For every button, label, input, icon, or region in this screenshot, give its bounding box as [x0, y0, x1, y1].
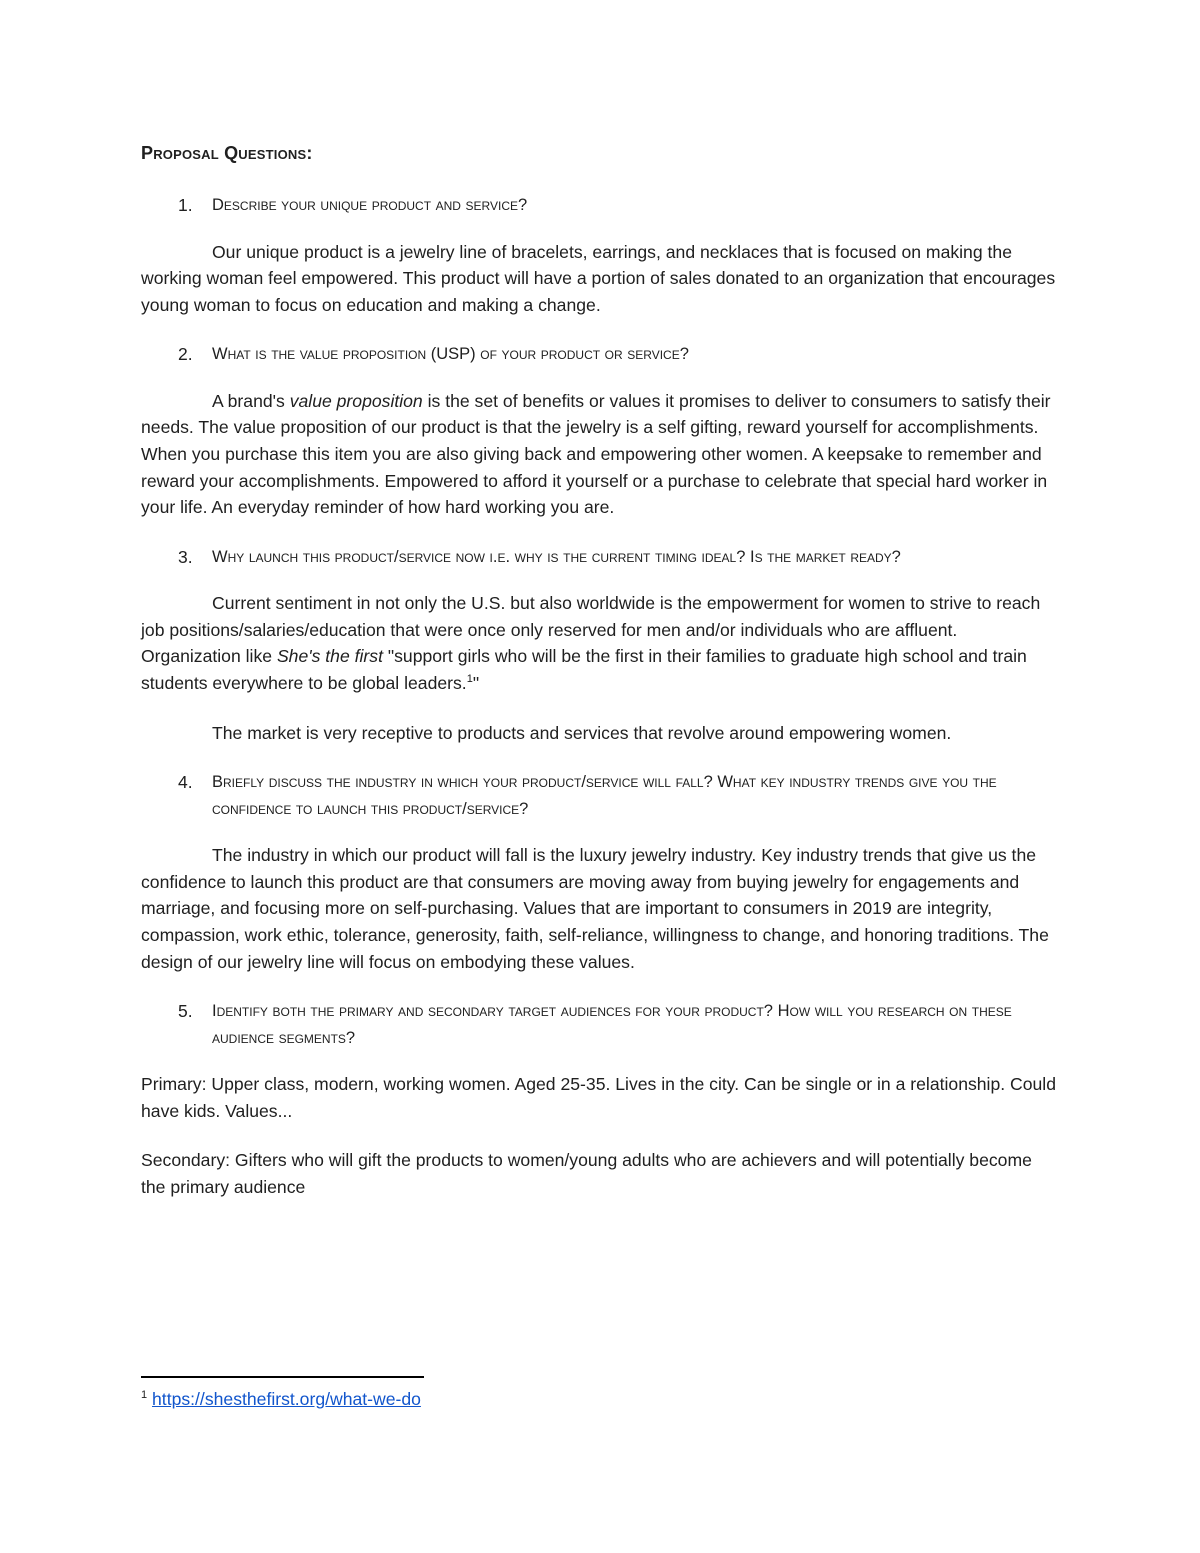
footnote-link[interactable]: https://shesthefirst.org/what-we-do [152, 1389, 421, 1409]
question-1 [141, 192, 1061, 219]
question-3 [141, 544, 1061, 571]
answer-paragraph-secondary: Secondary: Gifters who will gift the products to women/young adults who are achievers and will potentially become the primary audience [141, 1150, 1032, 1197]
footnote-marker: 1 [141, 1389, 148, 1402]
question-number: 3. [178, 546, 193, 567]
question-text: Why launch this product/service now i.e. why is the current timing ideal? Is the market ready? [212, 547, 901, 566]
footnote-reference[interactable]: 1 [466, 673, 473, 686]
answer-text: A brand's [212, 390, 290, 411]
answer-paragraph [141, 388, 1061, 521]
question-number: 2. [178, 344, 193, 365]
answer-text: Current sentiment in not only the U.S. but also worldwide is the empowerment for women to strive to reach job positions/salaries/education that were once only reserved for men and/or individuals who are affluent. Organization like [141, 593, 1041, 667]
answer-text: is the set of benefits or values it promises to deliver to consumers to satisfy their needs. The value proposition of our product is that the jewelry is a self gifting, reward yourself for accomplishments. When you purchase this item you are also giving back and empowering other women. A keepsake to remember and reward your accomplishments. Empowered to afford it yourself or a purchase to celebrate that special hard worker in your life. An everyday reminder of how hard working you are. [141, 390, 1051, 518]
answer-italic-term: She's the first [276, 646, 383, 667]
question-number: 1. [178, 195, 193, 215]
answer-paragraph: Our unique product is a jewelry line of bracelets, earrings, and necklaces that is focused on making the working woman feel empowered. This product will have a portion of sales donated to an organization that encourages young woman to focus on education and making a change. [141, 241, 1056, 315]
question-number: 5. [178, 1001, 193, 1022]
question-text: Identify both the primary and secondary target audiences for your product? How will you research on these audience segments? [212, 1002, 1012, 1047]
answer-text: " [472, 673, 480, 694]
question-2 [141, 341, 1061, 368]
answer-paragraph-primary: Primary: Upper class, modern, working women. Aged 25-35. Lives in the city. Can be single or in a relationship. Could have kids. Values... [141, 1074, 1056, 1121]
document-page [141, 140, 1061, 1224]
question-number: 4. [178, 772, 193, 793]
question-text: Briefly discuss the industry in which your product/service will fall? What key industry trends give you the confidence to launch this product/service? [212, 773, 997, 818]
footnote-divider [141, 1376, 424, 1378]
question-text: Describe your unique product and service? [212, 196, 528, 214]
answer-paragraph [141, 590, 1061, 696]
question-4 [141, 769, 1061, 822]
answer-italic-term: value proposition [289, 390, 423, 411]
question-text: What is the value proposition (USP) of your product or service? [212, 345, 689, 364]
page-title: Proposal Questions: [141, 143, 313, 163]
question-5 [141, 998, 1061, 1051]
answer-paragraph: The industry in which our product will fall is the luxury jewelry industry. Key industry trends that give us the confidence to launch this product are that consumers are moving away from buying jewelry for engagements and marriage, and focusing more on self-purchasing. Values that are important to consumers in 2019 are integrity, compassion, work ethic, tolerance, generosity, faith, self-reliance, willingness to change, and honoring traditions. The design of our jewelry line will focus on embodying these values. [141, 845, 1049, 972]
answer-paragraph: The market is very receptive to products and services that revolve around empowering women. [212, 722, 952, 743]
answer-text: "support girls who will be the first in their families to graduate high school and train students everywhere to be global leaders. [141, 646, 1027, 694]
footnote [141, 1386, 421, 1412]
